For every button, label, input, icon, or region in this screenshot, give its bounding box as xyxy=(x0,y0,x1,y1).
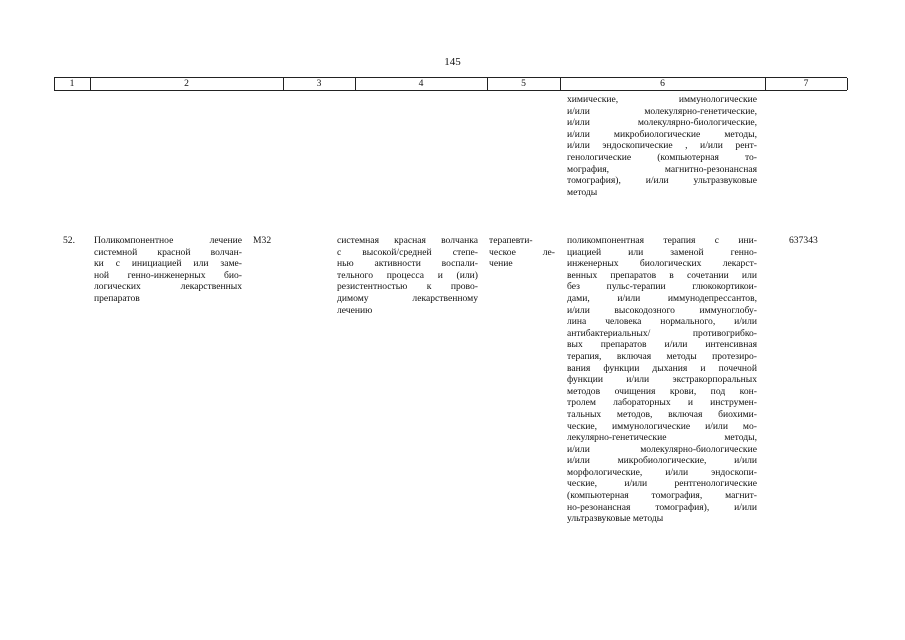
row-method xyxy=(567,235,757,525)
row-model xyxy=(337,235,478,316)
text-line: лина человека нормального, и/или xyxy=(567,316,757,328)
text-line: ной генно-инженерных био- xyxy=(94,269,242,281)
text-line: тролем лабораторных и инструмен- xyxy=(567,397,757,409)
text-line: тальных методов, включая биохими- xyxy=(567,408,757,420)
row-type xyxy=(489,235,555,270)
text-line: и/или эндоскопические , и/или рент- xyxy=(567,140,757,152)
row-name xyxy=(94,235,242,305)
text-line: с высокой/средней степе- xyxy=(337,246,478,258)
header-col-7: 7 xyxy=(803,78,809,89)
text-line: и/или молекулярно-биологические, xyxy=(567,117,757,129)
text-line: логических лекарственных xyxy=(94,281,242,293)
text-line: генологические (компьютерная то- xyxy=(567,151,757,163)
text-line: резистентностью к прово- xyxy=(337,281,478,293)
text-line: химические, иммунологические xyxy=(567,94,757,105)
text-line: и/или молекулярно-генетические, xyxy=(567,105,757,117)
header-col-4: 4 xyxy=(418,78,424,89)
text-line: и/или микробиологические, и/или xyxy=(567,455,757,467)
text-line: системная красная волчанка xyxy=(337,235,478,246)
text-line: тельного процесса и (или) xyxy=(337,269,478,281)
text-line: системной красной волчан- xyxy=(94,246,242,258)
text-line: лечению xyxy=(337,304,373,316)
row-number: 52. xyxy=(63,235,75,246)
text-line: лекулярно-генетические методы, xyxy=(567,432,757,444)
text-line: терапевти- xyxy=(489,235,533,246)
text-line: нью активности воспали- xyxy=(337,258,478,270)
text-line: терапия, включая методы протезиро- xyxy=(567,350,757,362)
text-line: вых препаратов и/или интенсивная xyxy=(567,339,757,351)
text-line: (компьютерная томография, магнит- xyxy=(567,490,757,502)
text-line: функции и/или экстракорпоральных xyxy=(567,374,757,386)
text-line: поликомпонентная терапия с ини- xyxy=(567,235,757,246)
text-line: циацией или заменой генно- xyxy=(567,246,757,258)
header-col-6: 6 xyxy=(660,78,665,89)
text-line: но-резонансная томография), и/или xyxy=(567,501,757,513)
text-line: ческое ле- xyxy=(489,246,555,258)
header-col-1: 1 xyxy=(69,78,75,89)
text-line: методов очищения крови, под кон- xyxy=(567,385,757,397)
text-line: ческие, иммунологические и/или мо- xyxy=(567,420,757,432)
text-line: препаратов xyxy=(94,292,140,304)
header-col-3: 3 xyxy=(316,78,322,89)
text-line: дами, и/или иммунодепрессантов, xyxy=(567,292,757,304)
text-line: и/или микробиологические методы, xyxy=(567,128,757,140)
text-line: димому лекарственному xyxy=(337,292,478,304)
row-cost: 637343 xyxy=(789,235,818,246)
text-line: и/или высокодозного иммуноглобу- xyxy=(567,304,757,316)
page-number: 145 xyxy=(444,56,461,68)
text-line: чение xyxy=(489,258,513,270)
header-col-5: 5 xyxy=(521,78,526,89)
continuation-col-6 xyxy=(567,94,757,198)
header-col-2: 2 xyxy=(184,78,189,89)
header-divider xyxy=(847,78,848,90)
text-line: томография), и/или ультразвуковые xyxy=(567,175,757,187)
text-line: ультразвуковые методы xyxy=(567,513,664,525)
text-line: венных препаратов в сочетании или xyxy=(567,269,757,281)
text-line: антибактериальных/ противогрибко- xyxy=(567,327,757,339)
text-line: ческие, и/или рентгенологические xyxy=(567,478,757,490)
text-line: морфологические, и/или эндоскопи- xyxy=(567,466,757,478)
text-line: инженерных биологических лекарст- xyxy=(567,258,757,270)
text-line: мография, магнитно-резонансная xyxy=(567,163,757,175)
text-line: ки с инициацией или заме- xyxy=(94,258,242,270)
row-code: M32 xyxy=(253,235,272,246)
table-header-row xyxy=(54,77,847,91)
text-line: вания функции дыхания и почечной xyxy=(567,362,757,374)
text-line: Поликомпонентное лечение xyxy=(94,235,242,246)
text-line: методы xyxy=(567,186,598,198)
text-line: без пульс-терапии глюкокортикои- xyxy=(567,281,757,293)
text-line: и/или молекулярно-биологические xyxy=(567,443,757,455)
